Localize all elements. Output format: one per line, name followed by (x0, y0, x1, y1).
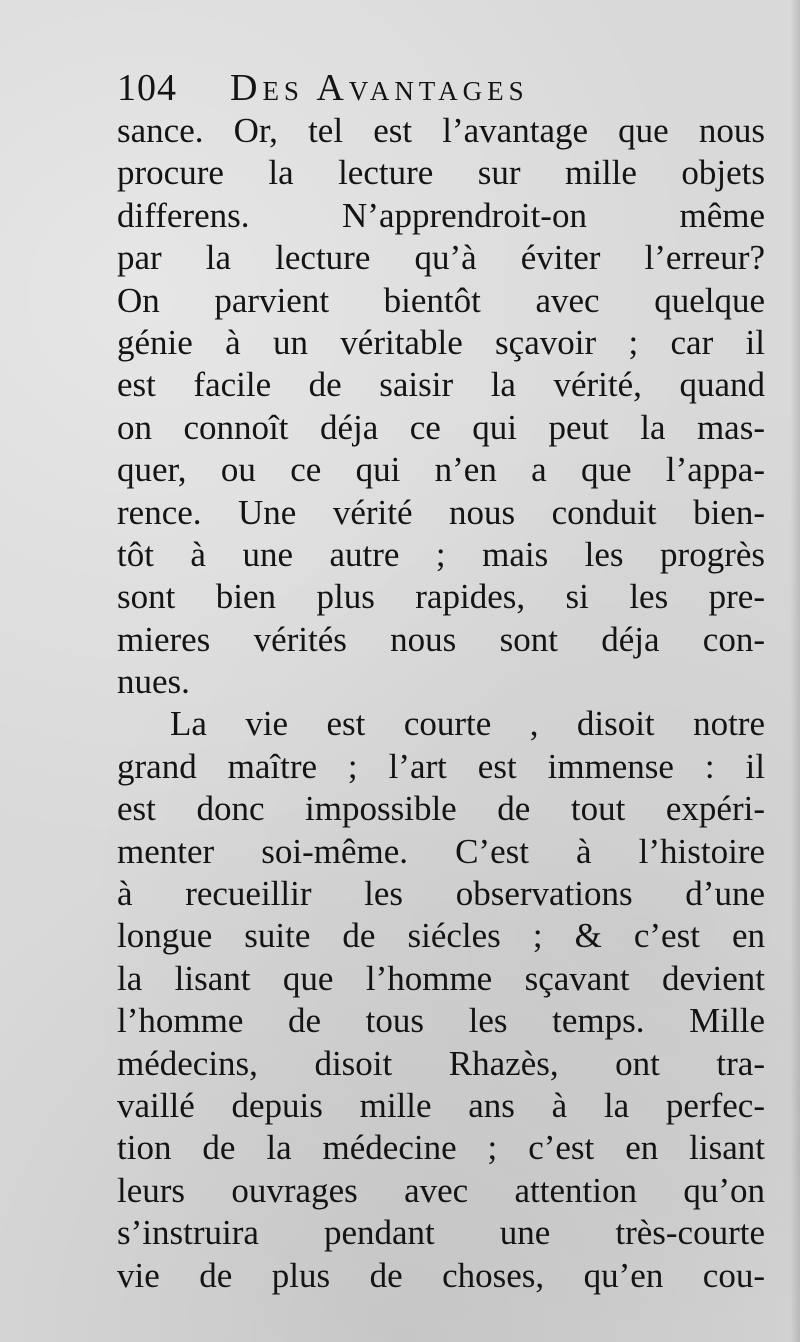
body-text (117, 110, 765, 1297)
text-line-14: nues. (117, 662, 190, 702)
text-line-12: sont bien plus rapides, si les pre- (117, 577, 765, 617)
text-line-25: tion de la médecine ; c’est en lisant (117, 1128, 765, 1168)
text-line-17: est donc impossible de tout expéri- (117, 789, 765, 829)
text-line-8: on connoît déja ce qui peut la mas- (117, 407, 765, 447)
text-line-5: On parvient bientôt avec quelque (117, 280, 765, 320)
text-line-16: grand maître ; l’art est immense : il (117, 746, 765, 786)
text-line-24: vaillé depuis mille ans à la perfec- (117, 1085, 765, 1125)
text-line-27: s’instruira pendant une très-courte (117, 1213, 765, 1253)
text-line-1: sance. Or, tel est l’avantage que nous (117, 111, 765, 150)
text-line-13: mieres vérités nous sont déja con- (117, 619, 765, 659)
text-line-23: médecins, disoit Rhazès, ont tra- (117, 1043, 765, 1083)
text-line-18: menter soi-même. C’est à l’histoire (117, 831, 765, 871)
page-number: 104 (117, 67, 177, 109)
text-line-2: procure la lecture sur mille objets (117, 153, 765, 193)
text-line-20: longue suite de siécles ; & c’est en (117, 916, 765, 956)
text-line-26: leurs ouvrages avec attention qu’on (117, 1170, 765, 1210)
text-line-4: par la lecture qu’à éviter l’erreur? (117, 238, 765, 278)
page-edge-shadow (790, 0, 800, 1342)
running-head (117, 66, 677, 110)
text-line-9: quer, ou ce qui n’en a que l’appa- (117, 450, 765, 490)
text-line-6: génie à un véritable sçavoir ; car il (117, 322, 765, 362)
text-line-21: la lisant que l’homme sçavant devient (117, 958, 765, 998)
text-line-10: rence. Une vérité nous conduit bien- (117, 492, 765, 532)
text-line-11: tôt à une autre ; mais les progrès (117, 534, 765, 574)
text-line-15: La vie est courte , disoit notre (170, 704, 765, 744)
text-line-7: est facile de saisir la vérité, quand (117, 365, 765, 405)
text-line-3: differens. N’apprendroit-on même (117, 195, 765, 235)
text-line-28: vie de plus de choses, qu’en cou- (117, 1255, 765, 1295)
text-line-19: à recueillir les observations d’une (117, 874, 765, 914)
text-line-22: l’homme de tous les temps. Mille (117, 1001, 765, 1041)
running-head-title: Des Avantages (230, 67, 529, 109)
